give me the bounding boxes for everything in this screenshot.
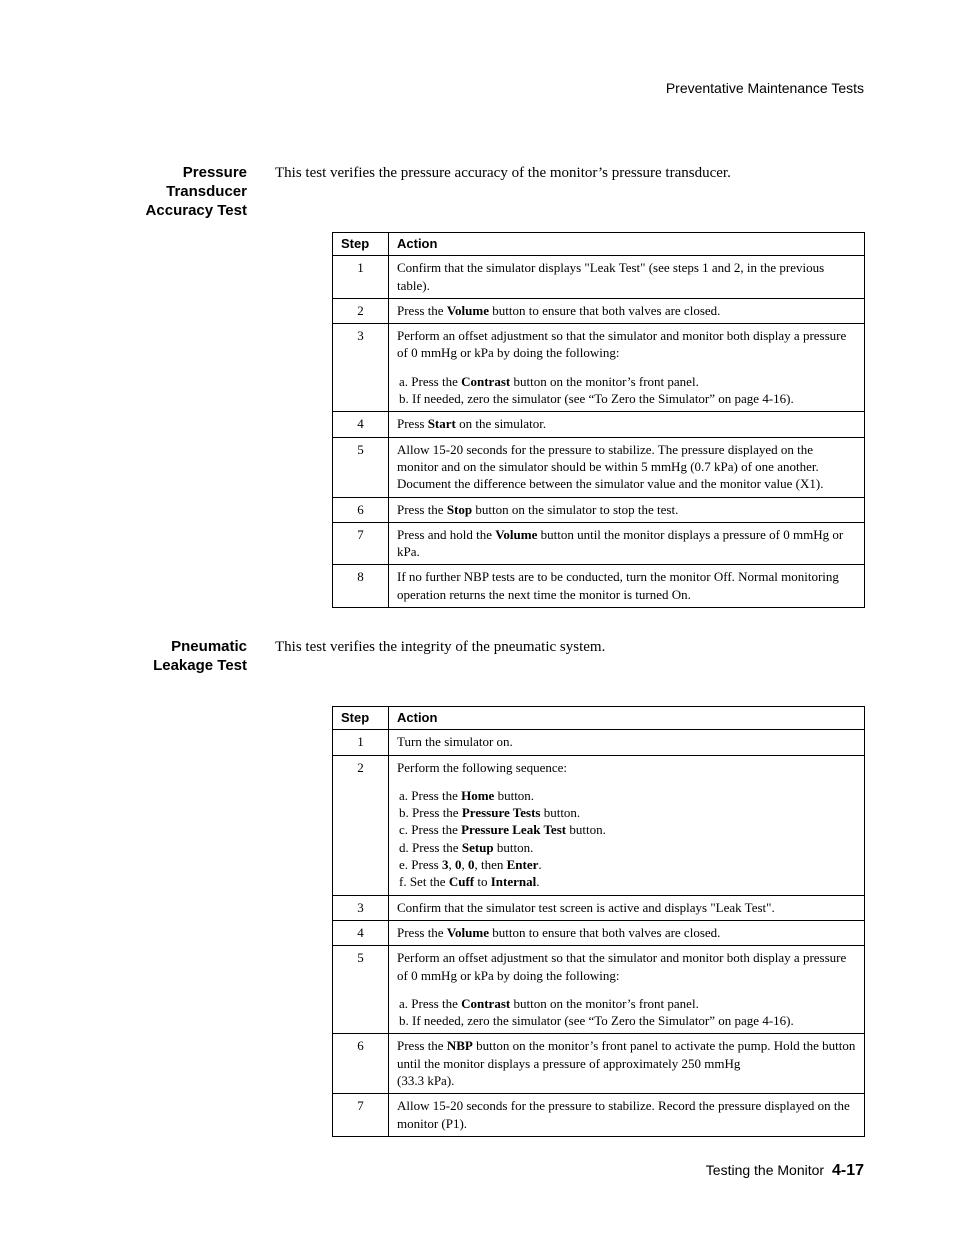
substep-item (399, 873, 856, 890)
text-run: Press the (397, 924, 447, 940)
section-heading-pressure-transducer (47, 163, 247, 220)
text-run: c. Press the (399, 822, 462, 838)
table-row (333, 946, 865, 1034)
emphasized-term: Volume (495, 526, 538, 542)
table-row (333, 324, 865, 412)
action-text (397, 924, 856, 941)
action-text (397, 501, 856, 518)
step-number: 7 (333, 1094, 389, 1137)
column-header-step: Step (333, 707, 389, 730)
substep-list (397, 995, 856, 1030)
text-run: a. Press the (399, 995, 462, 1011)
step-number: 1 (333, 730, 389, 755)
text-run: b. If needed, zero the simulator (see “To Zero the Simulator” on page 4-16). (399, 1013, 794, 1029)
emphasized-term: 3 (441, 857, 449, 873)
text-run: d. Press the (399, 839, 462, 855)
text-run: Press the (397, 501, 447, 517)
text-run: button to ensure that both valves are closed. (488, 924, 721, 940)
text-run: button on the simulator to stop the test. (472, 501, 679, 517)
step-action (389, 730, 865, 755)
emphasized-term: 0 (467, 857, 475, 873)
text-run: , then (474, 857, 507, 873)
substep-list (397, 373, 856, 408)
emphasized-term: Stop (446, 501, 473, 517)
step-number: 6 (333, 1034, 389, 1094)
text-run: . (538, 857, 542, 873)
heading-line: Pneumatic (171, 638, 247, 655)
text-run: a. Press the (399, 787, 462, 803)
page-number: 4-17 (831, 1162, 864, 1179)
table-row (333, 412, 865, 437)
table-row (333, 920, 865, 945)
emphasized-term: Volume (446, 302, 489, 318)
text-run: f. Set the (399, 874, 449, 890)
text-run: button on the monitor’s front panel to activate the pump. Hold the button until the monitor displays a pressure of approximately 250 mmHg (397, 1038, 856, 1071)
step-action (389, 256, 865, 299)
text-run: to (474, 874, 491, 890)
action-text (397, 327, 856, 362)
text-run: . (536, 874, 540, 890)
text-run: on the simulator. (455, 416, 547, 432)
table-row (333, 298, 865, 323)
heading-line: Transducer (166, 183, 247, 200)
substep-item (399, 1012, 856, 1029)
emphasized-term: Pressure Tests (461, 805, 541, 821)
step-action (389, 522, 865, 565)
text-run: button. (566, 822, 606, 838)
table-row (333, 730, 865, 755)
text-run: , (461, 857, 468, 873)
action-text (397, 899, 856, 916)
table-row (333, 755, 865, 895)
column-header-action: Action (389, 707, 865, 730)
table-row (333, 895, 865, 920)
step-action (389, 298, 865, 323)
text-run: Allow 15-20 seconds for the pressure to stabilize. The pressure displayed on the monitor and on the simulator should be within 5 mmHg (0.7 kPa) of one another. Document the difference between the simulator value and the monitor value (X1). (397, 441, 824, 492)
text-run: button on the monitor’s front panel. (510, 373, 699, 389)
action-text (397, 1097, 856, 1132)
substep-item (399, 839, 856, 856)
table-header-row (333, 233, 865, 256)
step-action (389, 565, 865, 608)
text-run: Confirm that the simulator test screen is active and displays "Leak Test". (397, 899, 775, 915)
table-body (333, 730, 865, 1137)
section-intro-pneumatic-leakage: This test verifies the integrity of the pneumatic system. (275, 639, 606, 655)
emphasized-term: Start (427, 416, 456, 432)
action-text (397, 759, 856, 776)
emphasized-term: Internal (490, 874, 537, 890)
emphasized-term: Cuff (448, 874, 475, 890)
table-row (333, 522, 865, 565)
table-row (333, 1094, 865, 1137)
text-run: button. (494, 787, 535, 803)
action-text (397, 526, 856, 561)
step-action (389, 324, 865, 412)
emphasized-term: Contrast (461, 995, 511, 1011)
step-action (389, 946, 865, 1034)
step-number: 2 (333, 298, 389, 323)
emphasized-term: Contrast (461, 373, 511, 389)
section-intro-pressure-transducer: This test verifies the pressure accuracy of the monitor’s pressure transducer. (275, 165, 731, 181)
step-number: 5 (333, 437, 389, 497)
heading-line: Pressure (182, 164, 247, 181)
text-run: Press the (397, 302, 447, 318)
footer-label: Testing the Monitor (705, 1162, 825, 1178)
text-run: button. (493, 839, 534, 855)
step-action (389, 437, 865, 497)
step-action (389, 1094, 865, 1137)
emphasized-term: Home (461, 787, 495, 803)
step-action (389, 895, 865, 920)
text-run: button until the monitor displays a pressure of 0 mmHg or kPa. (397, 526, 844, 560)
action-text (397, 568, 856, 603)
text-run: Perform an offset adjustment so that the simulator and monitor both display a pressure of 0 mmHg or kPa by doing the following: (397, 950, 847, 983)
column-header-action: Action (389, 233, 865, 256)
substep-item (399, 390, 856, 407)
page-footer (706, 1162, 864, 1180)
action-text (397, 1037, 856, 1089)
text-run: b. If needed, zero the simulator (see “To Zero the Simulator” on page 4-16). (399, 391, 794, 407)
substep-list (397, 787, 856, 891)
substep-item (399, 373, 856, 390)
text-run: (33.3 kPa). (397, 1073, 455, 1089)
table-body (333, 256, 865, 608)
pneumatic-leakage-steps-table (332, 706, 865, 1137)
table-row (333, 497, 865, 522)
text-run: Perform an offset adjustment so that the simulator and monitor both display a pressure of 0 mmHg or kPa by doing the following: (397, 328, 847, 361)
step-number: 5 (333, 946, 389, 1034)
step-action (389, 1034, 865, 1094)
text-run: e. Press (399, 857, 442, 873)
table-row (333, 437, 865, 497)
heading-line: Leakage Test (153, 657, 247, 674)
text-run: Press the (397, 1038, 447, 1054)
step-number: 6 (333, 497, 389, 522)
step-number: 3 (333, 895, 389, 920)
step-number: 2 (333, 755, 389, 895)
action-text (397, 441, 856, 493)
step-number: 3 (333, 324, 389, 412)
step-action (389, 497, 865, 522)
table-row (333, 256, 865, 299)
text-run: Perform the following sequence: (397, 759, 568, 775)
step-action (389, 412, 865, 437)
text-run: a. Press the (399, 373, 462, 389)
step-number: 8 (333, 565, 389, 608)
emphasized-term: 0 (454, 857, 462, 873)
action-text (397, 259, 856, 294)
substep-item (399, 804, 856, 821)
pressure-transducer-steps-table (332, 232, 865, 608)
text-run: button. (540, 805, 581, 821)
table-row (333, 1034, 865, 1094)
emphasized-term: Setup (461, 839, 494, 855)
action-text (397, 733, 856, 750)
step-number: 4 (333, 412, 389, 437)
section-heading-pneumatic-leakage (47, 637, 247, 675)
substep-item (399, 821, 856, 838)
table-header-row (333, 707, 865, 730)
text-run: , (448, 857, 455, 873)
emphasized-term: Enter (506, 857, 539, 873)
text-run: button on the monitor’s front panel. (510, 995, 699, 1011)
action-text (397, 302, 856, 319)
heading-line: Accuracy Test (145, 202, 247, 219)
action-text (397, 415, 856, 432)
running-head: Preventative Maintenance Tests (665, 80, 864, 96)
text-run: Press and hold the (397, 526, 496, 542)
text-run: If no further NBP tests are to be conducted, turn the monitor Off. Normal monitoring operation returns the next time the monitor is turned On. (397, 569, 839, 602)
emphasized-term: NBP (446, 1038, 473, 1054)
step-number: 7 (333, 522, 389, 565)
emphasized-term: Pressure Leak Test (461, 822, 567, 838)
substep-item (399, 995, 856, 1012)
column-header-step: Step (333, 233, 389, 256)
substep-item (399, 787, 856, 804)
step-number: 4 (333, 920, 389, 945)
table-row (333, 565, 865, 608)
text-run: Confirm that the simulator displays "Leak Test" (see steps 1 and 2, in the previous table). (397, 260, 825, 293)
action-text (397, 949, 856, 984)
step-number: 1 (333, 256, 389, 299)
step-action (389, 755, 865, 895)
text-run: Turn the simulator on. (397, 734, 513, 750)
emphasized-term: Volume (446, 924, 489, 940)
substep-item (399, 856, 856, 873)
step-action (389, 920, 865, 945)
text-run: button to ensure that both valves are closed. (488, 302, 721, 318)
text-run: Press (397, 416, 428, 432)
text-run: b. Press the (399, 805, 462, 821)
text-run: Allow 15-20 seconds for the pressure to stabilize. Record the pressure displayed on the monitor (P1). (397, 1098, 850, 1131)
